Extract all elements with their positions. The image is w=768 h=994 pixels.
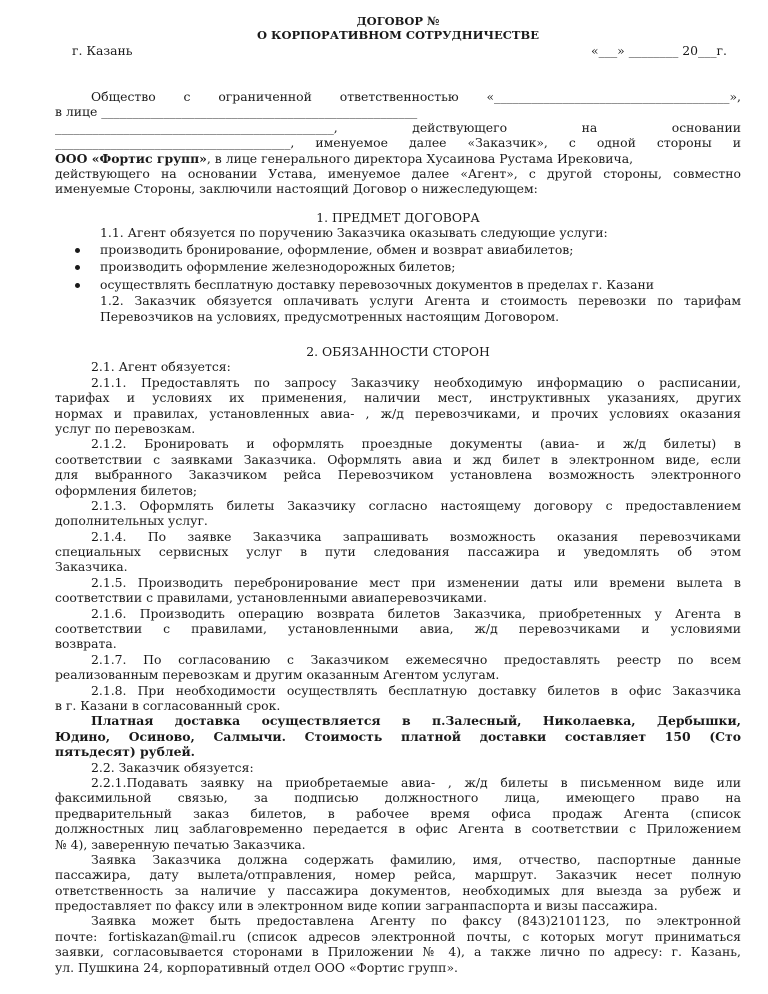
bullet-icon [75, 283, 80, 288]
clause-line: соответствии с заявками Заказчика. Оформлять авиа и жд билет в электронном виде, если [55, 451, 741, 467]
clause-line: услуг по перевозкам. [55, 420, 196, 436]
preamble-text: действующего на основании Устава, именуемое далее «Агент», с другой стороны, совместно [55, 165, 741, 181]
clause-line: почте: fortiskazan@mail.ru (список адресов электронной почты, с которых могут приниматься [55, 928, 741, 944]
section-1 [55, 210, 741, 324]
clause-line: для выбранного Заказчиком рейса Перевозчиком установлена возможность электронного [55, 467, 741, 483]
clause-paragraph [55, 683, 741, 714]
list-item-text: осуществлять бесплатную доставку перевозочных документов в пределах г. Казани [100, 276, 655, 292]
clause-line: тарифах и условиях их применения, наличии мест, инструктивных указаниях, других [55, 390, 741, 406]
clause-paragraph [55, 436, 741, 498]
company-name: ООО «Фортис групп» [55, 150, 207, 166]
clause-paragraph [55, 760, 741, 775]
clause-paragraph [55, 575, 741, 606]
bullet-icon [75, 265, 80, 270]
preamble-line [55, 120, 741, 135]
clause-line: Юдино, Осиново, Салмычи. Стоимость платной доставки составляет 150 (Сто [55, 728, 741, 744]
section-2-heading: 2. ОБЯЗАННОСТИ СТОРОН [306, 344, 490, 359]
clause-line: дополнительных услуг. [55, 513, 208, 529]
clause-line: ответственность за наличие у пассажира документов, необходимых для выезда за рубеж и [55, 882, 741, 898]
clause-line: № 4), заверенную печатью Заказчика. [55, 836, 306, 852]
preamble-line [55, 181, 741, 196]
clause-paragraph [55, 652, 741, 683]
clause-line: соответствии с правилами, установленными авиаперевозчиками. [55, 590, 487, 606]
clause-line: Заявка Заказчика должна содержать фамилию, имя, отчество, паспортные данные [91, 851, 741, 867]
clause-paragraph [55, 375, 741, 437]
clause-line: пятьдесят) рублей. [55, 744, 195, 760]
clause-paragraph [55, 852, 741, 914]
clause-1-1: 1.1. Агент обязуется по поручению Заказчика оказывать следующие услуги: [100, 225, 608, 241]
clause-line: оформления билетов; [55, 482, 198, 498]
bullet-icon [75, 248, 80, 253]
clause-line: 2.1.1. Предоставлять по запросу Заказчику необходимую информацию о расписании, [91, 374, 741, 390]
clause-line: 2.1.3. Оформлять билеты Заказчику согласно настоящему договору с предоставлением [91, 497, 741, 513]
preamble [55, 89, 741, 197]
clause-line: должностных лиц заблаговременно передается в офис Агента в соответствии с Приложением [55, 821, 741, 837]
preamble-text: ______________________________________, именуемое далее «Заказчик», с одной стороны и [55, 135, 741, 151]
preamble-text: в лице ___________________________________________________ [55, 104, 418, 120]
list-item [55, 241, 741, 259]
preamble-line [55, 151, 741, 166]
clause-1-2-line: 1.2. Заказчик обязуется оплачивать услуги Агента и стоимость перевозки по тарифам [100, 293, 741, 309]
preamble-line [55, 89, 741, 104]
clause-1-2-line: Перевозчиков на условиях, предусмотренных настоящим Договором. [100, 308, 560, 324]
title-line-1: ДОГОВОР № [356, 14, 440, 28]
clause-paragraph [55, 529, 741, 575]
clause-line: в г. Казани в согласованный срок. [55, 697, 281, 713]
clause-line: заявки, согласовывается сторонами в Приложении № 4), а также лично по адресу: г. Казань, [55, 944, 741, 960]
preamble-text: именуемые Стороны, заключили настоящий Договор о нижеследующем: [55, 181, 538, 197]
preamble-text: , в лице генерального директора Хусаинова Рустама Ирековича, [206, 150, 634, 166]
clause-line: 2.1.7. По согласованию с Заказчиком ежемесячно предоставлять реестр по всем [91, 651, 741, 667]
document-header [55, 15, 741, 59]
clause-line: предоставляет по факсу или в электронном виде копии загранпаспорта и визы пассажира. [55, 898, 658, 914]
city: г. Казань [72, 43, 133, 58]
clause-line: соответствии с правилами, установленными авиа, ж/д перевозчиками и условиями [55, 621, 741, 637]
clause-line: 2.1.6. Производить операцию возврата билетов Заказчика, приобретенных у Агента в [91, 605, 741, 621]
clause-line: Заказчика. [55, 559, 128, 575]
clause-line: пассажира, дату вылета/отправления, номер рейса, маршрут. Заказчик несет полную [55, 867, 741, 883]
clause-line: 2.2.1.Подавать заявку на приобретаемые авиа- , ж/д билеты в письменном виде или [91, 774, 741, 790]
clause-line: Заявка может быть предоставлена Агенту по факсу (843)2101123, по электронной [91, 913, 741, 929]
preamble-line [55, 166, 741, 181]
clause-line: 2.1.2. Бронировать и оформлять проездные документы (авиа- и ж/д билеты) в [91, 436, 741, 452]
clause-paragraph [55, 359, 741, 374]
clause-line: ул. Пушкина 24, корпоративный отдел ООО «Фортис групп». [55, 959, 458, 975]
list-item [55, 276, 741, 294]
list-item-text: производить бронирование, оформление, обмен и возврат авиабилетов; [100, 241, 574, 257]
clause-line: возврата. [55, 636, 117, 652]
preamble-line [55, 104, 741, 119]
clause-line: предварительный заказ билетов, в рабочее время офиса продаж Агента (список [55, 805, 741, 821]
services-list [55, 241, 741, 294]
preamble-line [55, 135, 741, 150]
clause-line: специальных сервисных услуг в пути следования пассажира и уведомлять об этом [55, 544, 741, 560]
clause-line: факсимильной связью, за подписью должностного лица, имеющего право на [55, 790, 741, 806]
clause-paragraph [55, 775, 741, 852]
clause-line: нормах и правилах, установленных авиа- , ж/д перевозчиками, и прочих условиях оказания [55, 405, 741, 421]
clause-paragraph [55, 498, 741, 529]
list-item-text: производить оформление железнодорожных билетов; [100, 259, 456, 275]
section-2 [55, 344, 741, 975]
clause-line: 2.2. Заказчик обязуется: [91, 759, 254, 775]
preamble-text: _____________________________________________, действующего на основании [55, 119, 741, 135]
section-1-heading: 1. ПРЕДМЕТ ДОГОВОРА [316, 210, 480, 225]
list-item [55, 258, 741, 276]
preamble-text: Общество с ограниченной ответственностью «______________________________________», [91, 89, 741, 104]
clause-line: 2.1.5. Производить перебронирование мест при изменении даты или времени вылета в [91, 574, 741, 590]
clause-paragraph [55, 913, 741, 975]
date-blank: «___» ________ 20___г. [591, 43, 727, 58]
clause-paragraph [55, 713, 741, 759]
title-line-2: О КОРПОРАТИВНОМ СОТРУДНИЧЕСТВЕ [257, 27, 539, 42]
clause-line: Платная доставка осуществляется в п.Залесный, Николаевка, Дербышки, [91, 713, 741, 729]
clause-line: 2.1.8. При необходимости осуществлять бесплатную доставку билетов в офис Заказчика [91, 682, 741, 698]
clause-paragraph [55, 606, 741, 652]
clause-line: реализованным перевозкам и другим оказанным Агентом услугам. [55, 667, 500, 683]
clause-line: 2.1. Агент обязуется: [91, 359, 231, 375]
clause-line: 2.1.4. По заявке Заказчика запрашивать возможность оказания перевозчиками [91, 528, 741, 544]
